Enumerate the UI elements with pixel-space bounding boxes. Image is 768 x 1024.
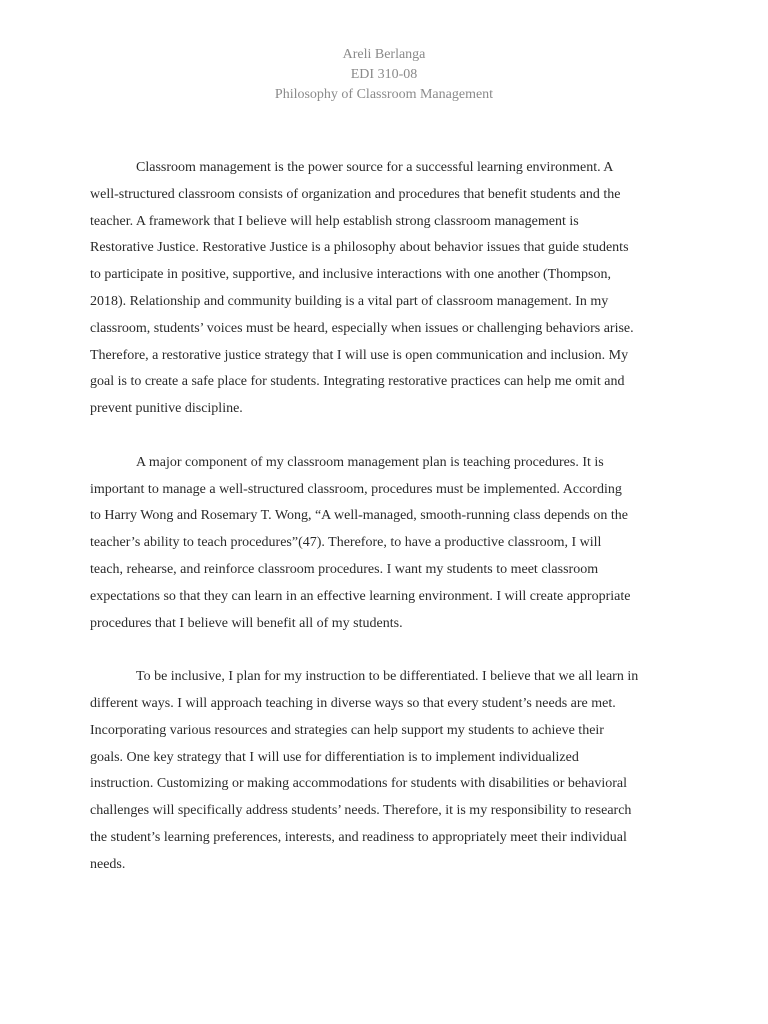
paragraph (90, 155, 679, 423)
paragraph-line: to participate in positive, supportive, and inclusive interactions with one another (Thompson, (90, 267, 611, 283)
document-header (0, 45, 768, 105)
author-name: Areli Berlanga (342, 47, 426, 62)
paragraph-line: challenges will specifically address students’ needs. Therefore, it is my responsibility to research (90, 803, 632, 819)
paragraph-line: instruction. Customizing or making accommodations for students with disabilities or behavioral (90, 776, 627, 792)
paragraph-line: procedures that I believe will benefit all of my students. (90, 615, 403, 631)
paragraph-line: To be inclusive, I plan for my instruction to be differentiated. I believe that we all learn in (136, 669, 639, 685)
paragraph-line: teacher. A framework that I believe will help establish strong classroom management is (90, 213, 579, 229)
paragraph (90, 450, 679, 638)
paragraph-line: different ways. I will approach teaching in diverse ways so that every student’s needs are met. (90, 695, 616, 711)
paragraph-line: to Harry Wong and Rosemary T. Wong, “A well-managed, smooth-running class depends on the (90, 508, 628, 524)
paragraph-line: goal is to create a safe place for students. Integrating restorative practices can help me omit and (90, 374, 625, 390)
paragraph-line: classroom, students’ voices must be heard, especially when issues or challenging behaviors arise. (90, 320, 634, 336)
paragraph-line: Therefore, a restorative justice strategy that I will use is open communication and inclusion. My (90, 347, 629, 363)
course-code: EDI 310-08 (350, 67, 418, 82)
document-title: Philosophy of Classroom Management (274, 87, 494, 102)
paragraph-line: 2018). Relationship and community building is a vital part of classroom management. In my (90, 293, 609, 309)
paragraph-line: important to manage a well-structured classroom, procedures must be implemented. According (90, 481, 622, 497)
paragraph-line: the student’s learning preferences, interests, and readiness to appropriately meet their individual (90, 829, 627, 845)
paragraph-line: A major component of my classroom management plan is teaching procedures. It is (136, 454, 604, 470)
paragraph-line: needs. (90, 856, 126, 872)
paragraph-line: expectations so that they can learn in an effective learning environment. I will create appropriate (90, 588, 631, 604)
paragraph (90, 664, 679, 878)
paragraph-line: Classroom management is the power source for a successful learning environment. A (136, 160, 614, 175)
paragraph-line: goals. One key strategy that I will use for differentiation is to implement individualized (90, 749, 579, 765)
document-body (90, 155, 679, 905)
paragraph-line: Incorporating various resources and strategies can help support my students to achieve their (90, 722, 604, 738)
paragraph-line: prevent punitive discipline. (90, 401, 243, 417)
paragraph-line: teach, rehearse, and reinforce classroom procedures. I want my students to meet classroom (90, 561, 599, 577)
paragraph-line: well-structured classroom consists of organization and procedures that benefit students and the (90, 186, 621, 202)
paragraph-line: teacher’s ability to teach procedures”(47). Therefore, to have a productive classroom, I will (90, 535, 602, 551)
paragraph-line: Restorative Justice. Restorative Justice is a philosophy about behavior issues that guide students (90, 240, 629, 256)
